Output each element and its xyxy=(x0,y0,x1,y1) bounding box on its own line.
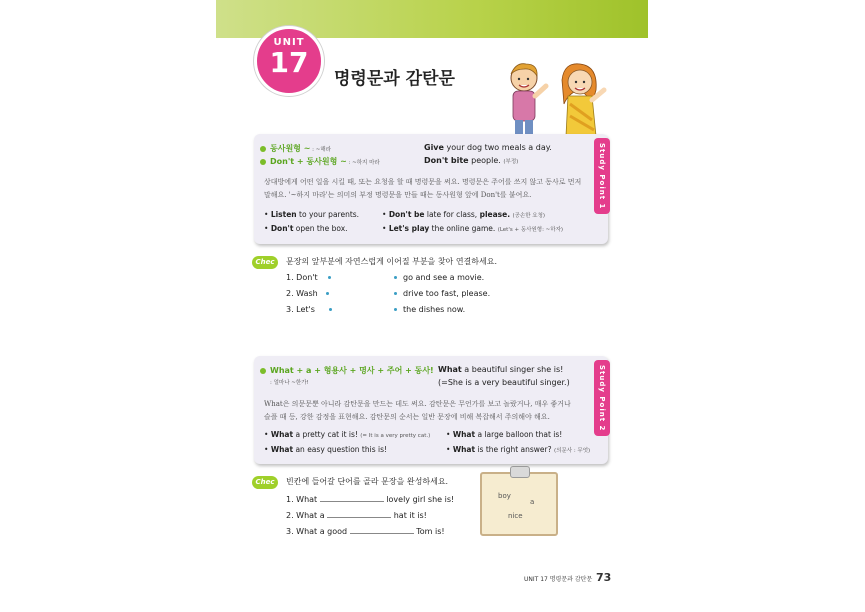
explanation-2: What은 의문문뿐 아니라 감탄문을 만드는 데도 써요. 감탄문은 무언가를 보고 놀랐거나, 매우 좋거나 슬플 때 등, 강한 감정을 표현해요. 감탄문의 순서는 일반 문장에 비해 복잡해서 주의해야 해요. xyxy=(264,400,571,421)
explanation-1: 상대방에게 어떤 일을 시킬 때, 또는 요청을 할 때 명령문을 써요. 명령문은 주어를 쓰지 않고 동사로 먼저 말해요. '~하지 마라'는 의미의 부정 명령문을 만들 때는 동사원형 앞에 Don't를 붙여요. xyxy=(264,178,582,199)
rule-exclamation-meaning: : 얼마나 ~한가! xyxy=(270,380,309,386)
match-right-item: go and see a movie. xyxy=(388,273,484,282)
example-bullet: • Don't be late for class, please. (공손한 요청) xyxy=(382,210,546,219)
check-badge: Chec xyxy=(252,254,280,272)
match-left-item: 1. Don't xyxy=(286,273,337,282)
rule-exclamation: What + a + 형용사 + 명사 + 주어 + 동사! xyxy=(260,365,434,376)
answer-blank[interactable] xyxy=(327,509,391,518)
unit-number: 17 xyxy=(269,46,309,79)
footer-unit-title: UNIT 17 명령문과 감탄문 xyxy=(524,576,593,583)
study-point-2-tab: Study Point 2 xyxy=(594,360,610,436)
bullet-dot-icon xyxy=(260,159,266,165)
unit-label: UNIT xyxy=(273,37,305,48)
word-bank-word: a xyxy=(530,498,535,506)
word-bank-clipboard xyxy=(480,472,558,536)
rule-imperative: 동사원형 ~ : ~해라 xyxy=(260,143,331,154)
match-right-item: drive too fast, please. xyxy=(388,289,490,298)
fill-blank-item: 3. What a good Tom is! xyxy=(286,527,445,536)
answer-blank[interactable] xyxy=(350,525,414,534)
rule-negative-imperative: Don't + 동사원형 ~ : ~하지 마라 xyxy=(260,156,380,167)
check-badge: Chec xyxy=(252,474,280,492)
word-bank-word: nice xyxy=(508,512,523,520)
children-illustration xyxy=(494,60,614,138)
fill-blank-item: 2. What a hat it is! xyxy=(286,511,427,520)
example-bullet: • Let's play the online game. (Let's + 동사원형: ~하자) xyxy=(382,224,564,233)
match-left-item: 2. Wash xyxy=(286,289,335,298)
bullet-dot-icon xyxy=(260,146,266,152)
check-1-question: 문장의 앞부분에 자연스럽게 이어질 부분을 찾아 연결하세요. xyxy=(286,257,497,266)
example-bullet: • What a pretty cat it is! (= It is a very pretty cat.) xyxy=(264,430,431,439)
page-title: 명령문과 감탄문 xyxy=(334,69,455,89)
example-4: (=She is a very beautiful singer.) xyxy=(438,378,570,387)
study-point-1-tab: Study Point 1 xyxy=(594,138,610,214)
match-left-item: 3. Let's xyxy=(286,305,338,314)
example-bullet: • What a large balloon that is! xyxy=(446,430,563,439)
unit-badge xyxy=(254,26,324,96)
example-1: Give your dog two meals a day. xyxy=(424,143,552,152)
answer-blank[interactable] xyxy=(320,493,384,502)
example-bullet: • Listen to your parents. xyxy=(264,210,360,219)
match-right-item: the dishes now. xyxy=(388,305,465,314)
example-2: Don't bite people. (부정) xyxy=(424,156,519,165)
example-3: What a beautiful singer she is! xyxy=(438,365,564,374)
fill-blank-item: 1. What lovely girl she is! xyxy=(286,495,455,504)
example-bullet: • What an easy question this is! xyxy=(264,445,387,454)
word-bank-word: boy xyxy=(498,492,511,500)
bullet-dot-icon xyxy=(260,368,266,374)
example-bullet: • Don't open the box. xyxy=(264,224,348,233)
example-bullet: • What is the right answer? (의문사 : 무엇) xyxy=(446,445,591,454)
page-number: 73 xyxy=(596,571,612,584)
textbook-page xyxy=(216,0,648,612)
clipboard-clamp-icon xyxy=(510,466,530,478)
check-2-question: 빈칸에 들어갈 단어를 골라 문장을 완성하세요. xyxy=(286,477,449,486)
